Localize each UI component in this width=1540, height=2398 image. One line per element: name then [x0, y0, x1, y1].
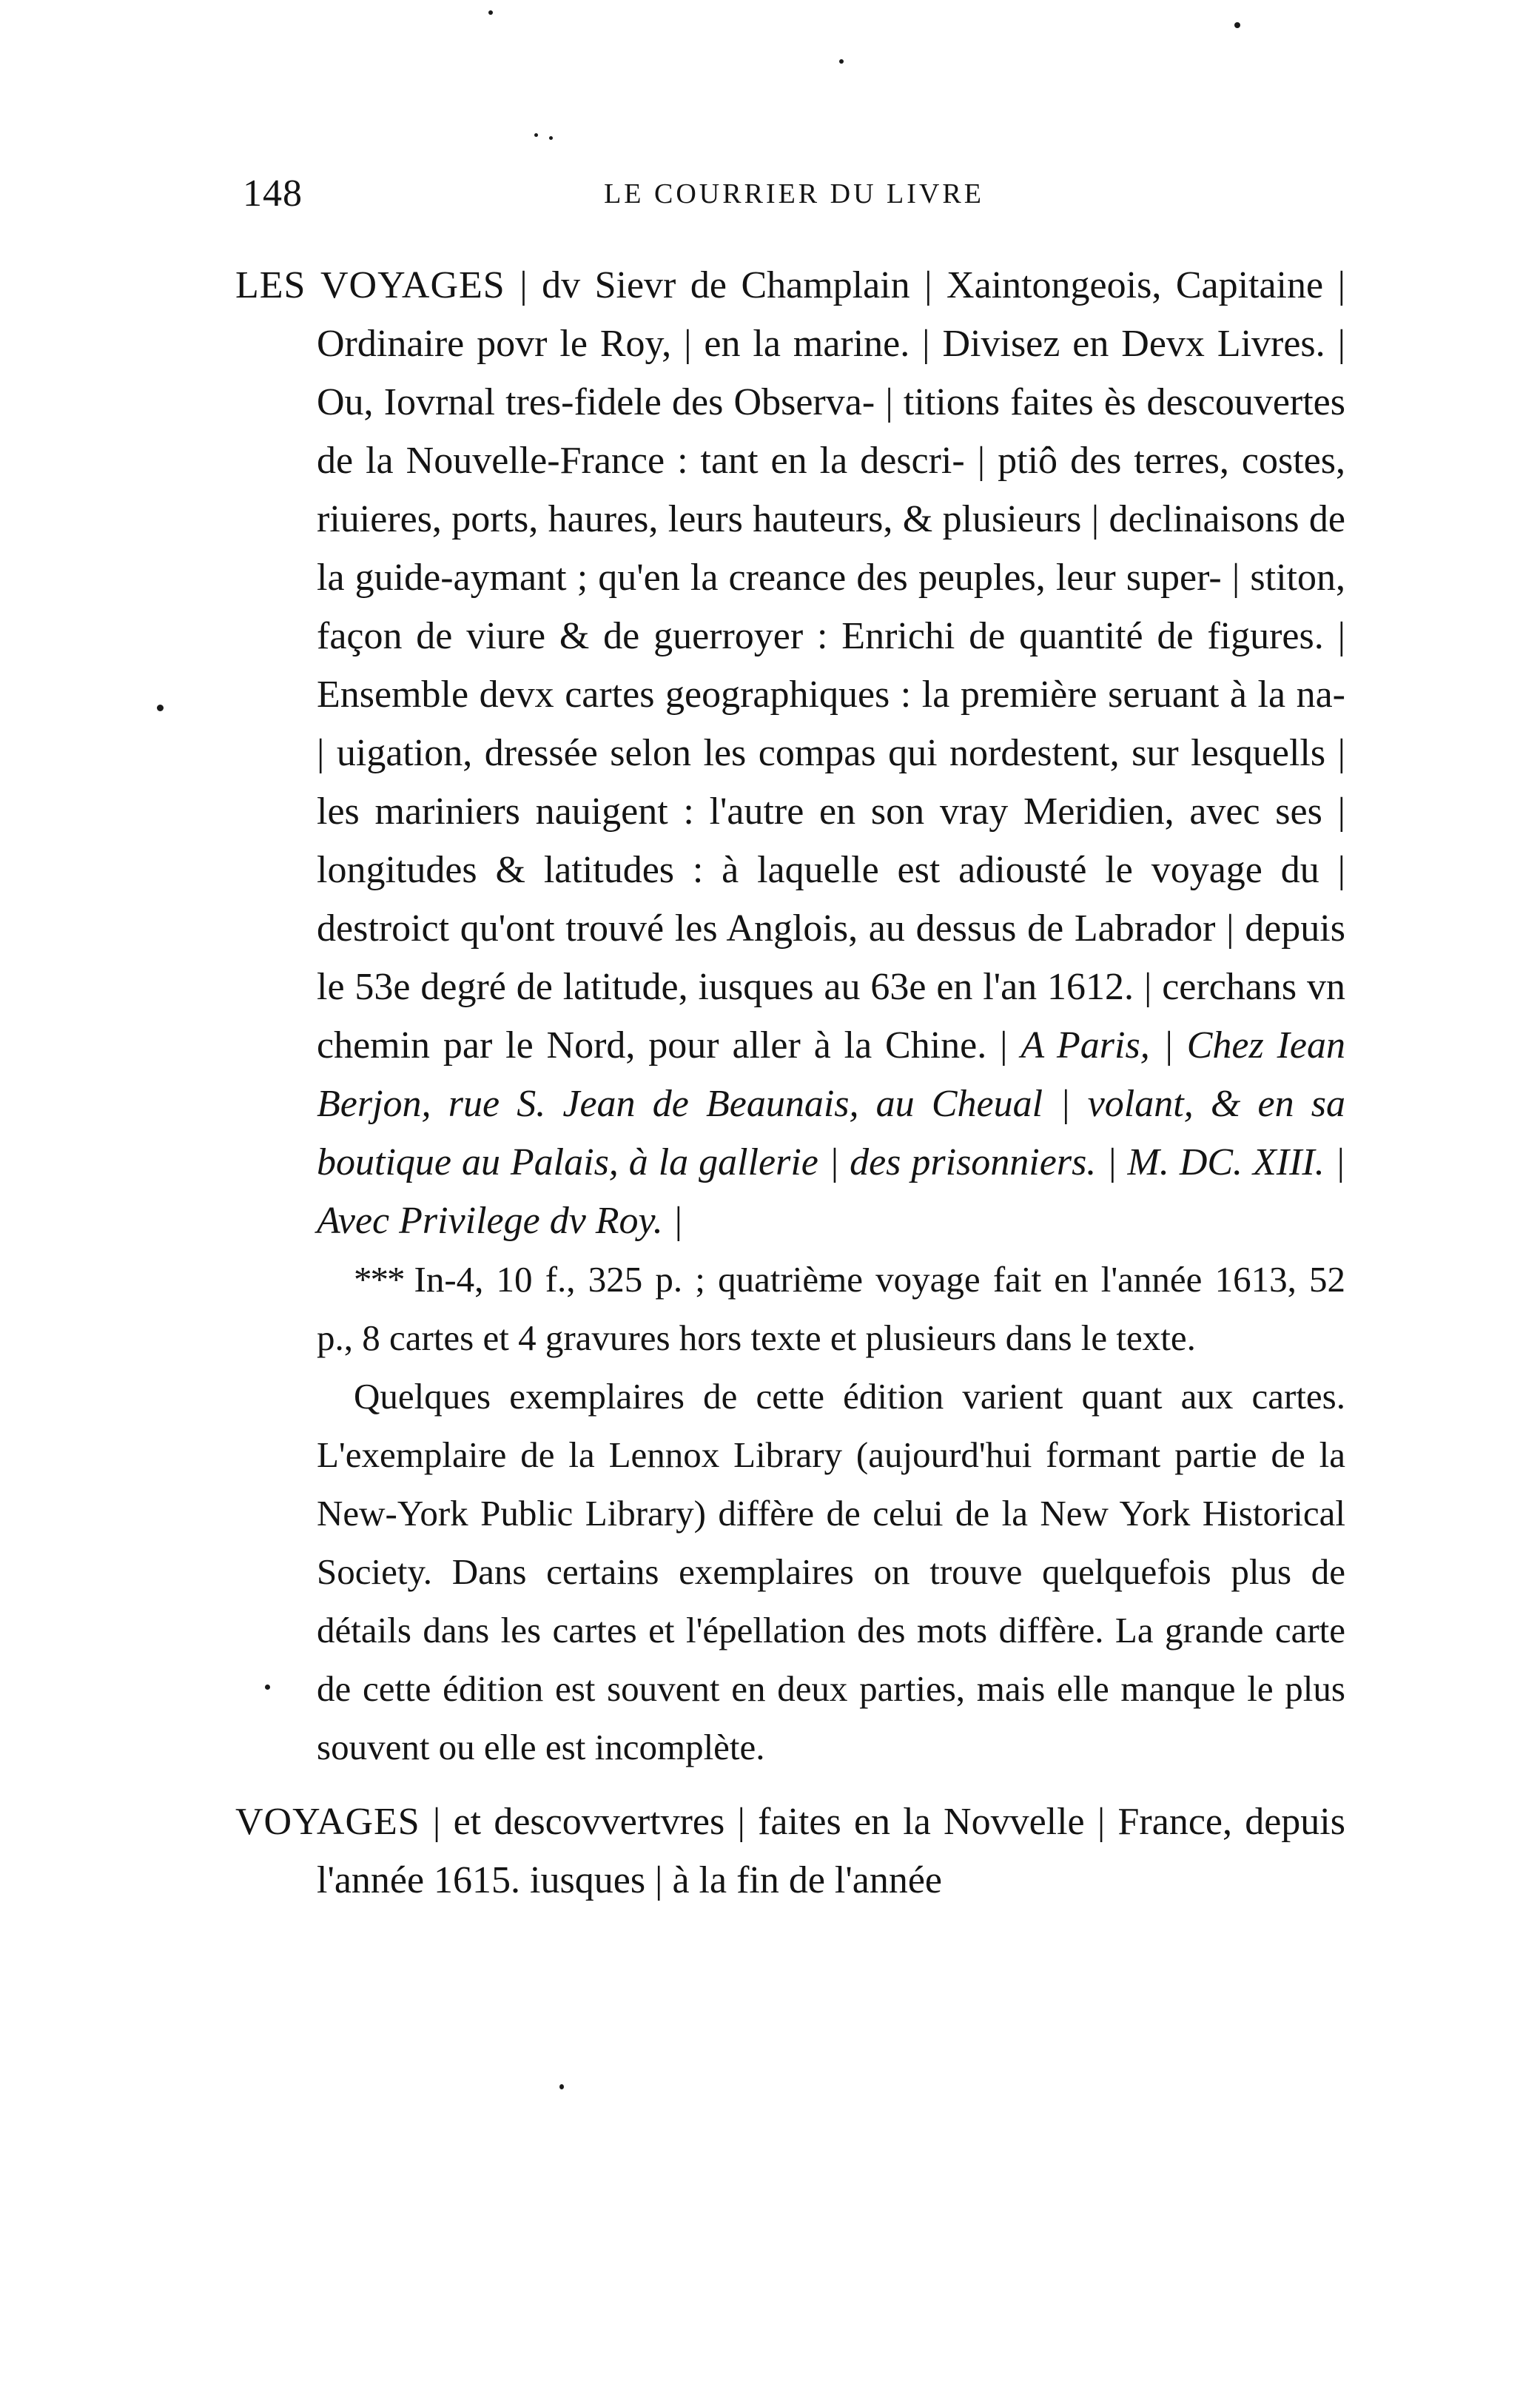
entry-note [317, 1250, 1345, 1367]
page-number: 148 [243, 172, 303, 215]
collation-note: In-4, 10 f., 325 p. ; quatrième voyage fait en l'année 1613, 52 p., 8 cartes et 4 gravures hors texte et plusieurs dans le texte. [317, 1259, 1345, 1358]
scan-speck [559, 2084, 564, 2089]
entry-description: | et descovvertvres | faites en la Novvelle | France, depuis l'année 1615. iusques | à la fin de l'année [317, 1801, 1345, 1901]
scan-speck [839, 59, 844, 64]
bibliography-entry [235, 256, 1345, 1250]
scan-speck [157, 705, 164, 711]
entry-heading: LES VOYAGES [235, 264, 505, 306]
entry-description: | dv Sievr de Champlain | Xaintongeois, Capitaine | Ordinaire povr le Roy, | en la marine. | Divisez en Devx Livres. | Ou, Iovrnal tres-fidele des Observa- | titions faites ès descouvertes de la Nouvelle-France : tant en la descri- | ptiô des terres, costes, riuieres, ports, haures, leurs hauteurs, & plusieurs | declinaisons de la guide-aymant ; qu'en la creance des peuples, leur super- | stiton, façon de viure & de guerroyer : Enrichi de quantité de figures. | Ensemble devx cartes geographiques : la première seruant à la na- | uigation, dressée selon les compas qui nordestent, sur lesquells | les mariniers nauigent : l'autre en son vray Meridien, avec ses | longitudes & latitudes : à laquelle est adiousté le voyage du | destroict qu'ont trouvé les Anglois, au dessus de Labrador | depuis le 53e degré de latitude, iusques au 63e en l'an 1612. | cerchans vn chemin par le Nord, pour aller à la Chine. | [317, 264, 1345, 1067]
entry-note [317, 1367, 1345, 1776]
scan-speck [1234, 22, 1240, 28]
scan-speck [549, 136, 553, 140]
bibliography-entry [235, 1793, 1345, 1910]
bibliography-entries [235, 256, 1345, 1910]
entry-spacer [235, 1776, 1345, 1793]
entry-heading: VOYAGES [235, 1801, 420, 1843]
copies-note: Quelques exemplaires de cette édition varient quant aux cartes. L'exemplaire de la Lennox Library (aujourd'hui formant partie de la New-York Public Library) diffère de celui de la New York Historical Society. Dans certains exemplaires on trouve quelquefois plus de détails dans les cartes et l'épellation des mots diffère. La grande carte de cette édition est souvent en deux parties, mais elle manque le plus souvent ou elle est incomplète. [317, 1376, 1345, 1767]
running-title: LE COURRIER DU LIVRE [604, 178, 984, 209]
scan-speck [534, 133, 538, 137]
asterism-marker: *** [354, 1259, 404, 1300]
scan-speck [488, 10, 493, 15]
entry-imprint: A Paris, | Chez Iean Berjon, rue S. Jean de Beaunais, au Cheual | volant, & en sa boutique au Palais, à la gallerie | des prisonniers. | M. DC. XIII. | Avec Privilege dv Roy. | [317, 1024, 1345, 1242]
page-header [243, 172, 1345, 224]
